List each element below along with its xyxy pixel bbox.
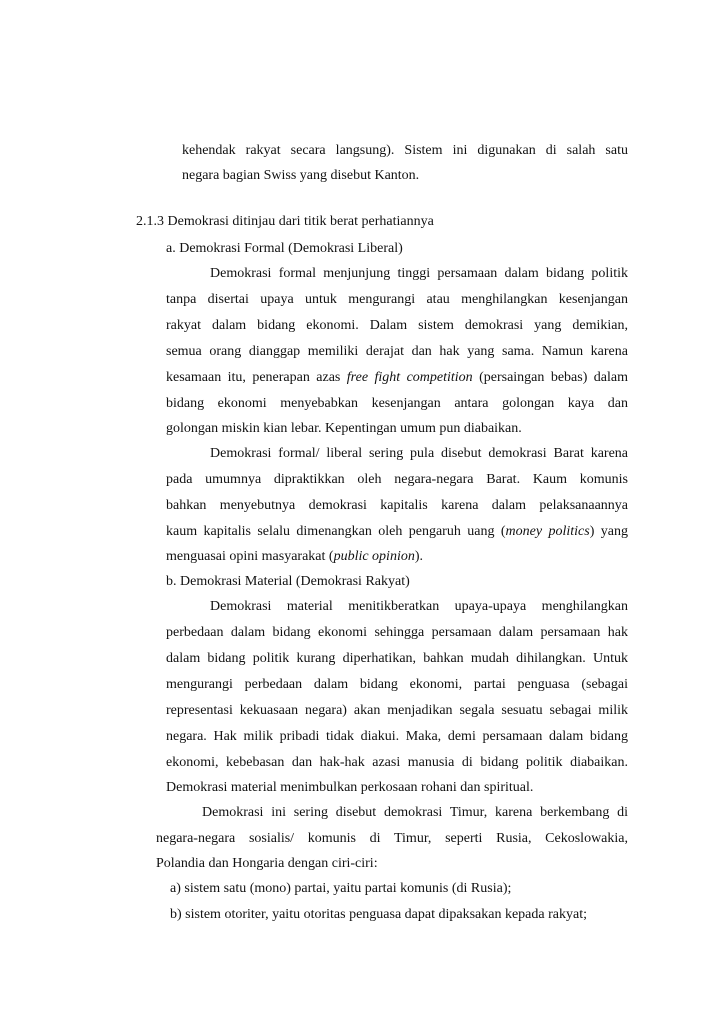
- text-line: Demokrasi material menimbulkan perkosaan rohani dan spiritual.: [166, 780, 534, 795]
- text-segment: ) yang: [589, 524, 628, 539]
- text-line: Polandia dan Hongaria dengan ciri-ciri:: [156, 856, 378, 871]
- text-line: perbedaan dalam bidang ekonomi sehingga persamaan dalam persamaan hak: [166, 625, 628, 640]
- text-line: [166, 523, 628, 541]
- text-line: pada umumnya dipraktikkan oleh negara-negara Barat. Kaum komunis: [166, 472, 628, 487]
- section-heading: 2.1.3 Demokrasi ditinjau dari titik berat perhatiannya: [136, 214, 434, 229]
- text-line: Demokrasi formal/ liberal sering pula disebut demokrasi Barat karena: [210, 446, 628, 461]
- text-line: dalam bidang politik kurang diperhatikan, bahkan mudah dihilangkan. Untuk: [166, 651, 628, 666]
- list-item: a) sistem satu (mono) partai, yaitu partai komunis (di Rusia);: [170, 881, 512, 896]
- text-line: [166, 548, 423, 566]
- text-segment: kesamaan itu, penerapan azas: [166, 370, 347, 385]
- text-line: Demokrasi formal menjunjung tinggi persamaan dalam bidang politik: [210, 266, 628, 281]
- text-line: mengurangi perbedaan dalam bidang ekonomi, partai penguasa (sebagai: [166, 677, 628, 692]
- text-line: negara-negara sosialis/ komunis di Timur, seperti Rusia, Cekoslowakia,: [156, 831, 628, 846]
- italic-term: public opinion: [333, 549, 415, 564]
- subsection-heading: a. Demokrasi Formal (Demokrasi Liberal): [166, 241, 403, 256]
- text-line: rakyat dalam bidang ekonomi. Dalam sistem demokrasi yang demikian,: [166, 318, 628, 333]
- italic-term: money politics: [505, 524, 590, 539]
- text-line: negara bagian Swiss yang disebut Kanton.: [182, 168, 420, 183]
- text-line: semua orang dianggap memiliki derajat dan hak yang sama. Namun karena: [166, 344, 628, 359]
- text-line: negara. Hak milik pribadi tidak diakui. Maka, demi persamaan dalam bidang: [166, 729, 628, 744]
- text-segment: kaum kapitalis selalu dimenangkan oleh pengaruh uang (: [166, 524, 506, 539]
- text-line: tanpa disertai upaya untuk mengurangi atau menghilangkan kesenjangan: [166, 292, 628, 307]
- text-line: golongan miskin kian lebar. Kepentingan umum pun diabaikan.: [166, 421, 522, 436]
- text-line: bahkan menyebutnya demokrasi kapitalis karena dalam pelaksanaannya: [166, 498, 628, 513]
- text-segment: ).: [414, 549, 424, 564]
- text-segment: (persaingan bebas) dalam: [472, 370, 628, 385]
- text-line: representasi kekuasaan negara) akan menjadikan segala sesuatu sebagai milik: [166, 703, 628, 718]
- text-line: bidang ekonomi menyebabkan kesenjangan antara golongan kaya dan: [166, 396, 628, 411]
- list-item: b) sistem otoriter, yaitu otoritas penguasa dapat dipaksakan kepada rakyat;: [170, 907, 587, 922]
- text-line: ekonomi, kebebasan dan hak-hak azasi manusia di bidang politik diabaikan.: [166, 755, 628, 770]
- text-line: kehendak rakyat secara langsung). Sistem ini digunakan di salah satu: [182, 143, 628, 158]
- subsection-heading: b. Demokrasi Material (Demokrasi Rakyat): [166, 574, 410, 589]
- text-line: [166, 369, 628, 387]
- italic-term: free fight competition: [346, 370, 473, 385]
- text-segment: menguasai opini masyarakat (: [166, 549, 334, 564]
- text-line: Demokrasi ini sering disebut demokrasi Timur, karena berkembang di: [202, 805, 628, 820]
- text-line: Demokrasi material menitikberatkan upaya-upaya menghilangkan: [210, 599, 628, 614]
